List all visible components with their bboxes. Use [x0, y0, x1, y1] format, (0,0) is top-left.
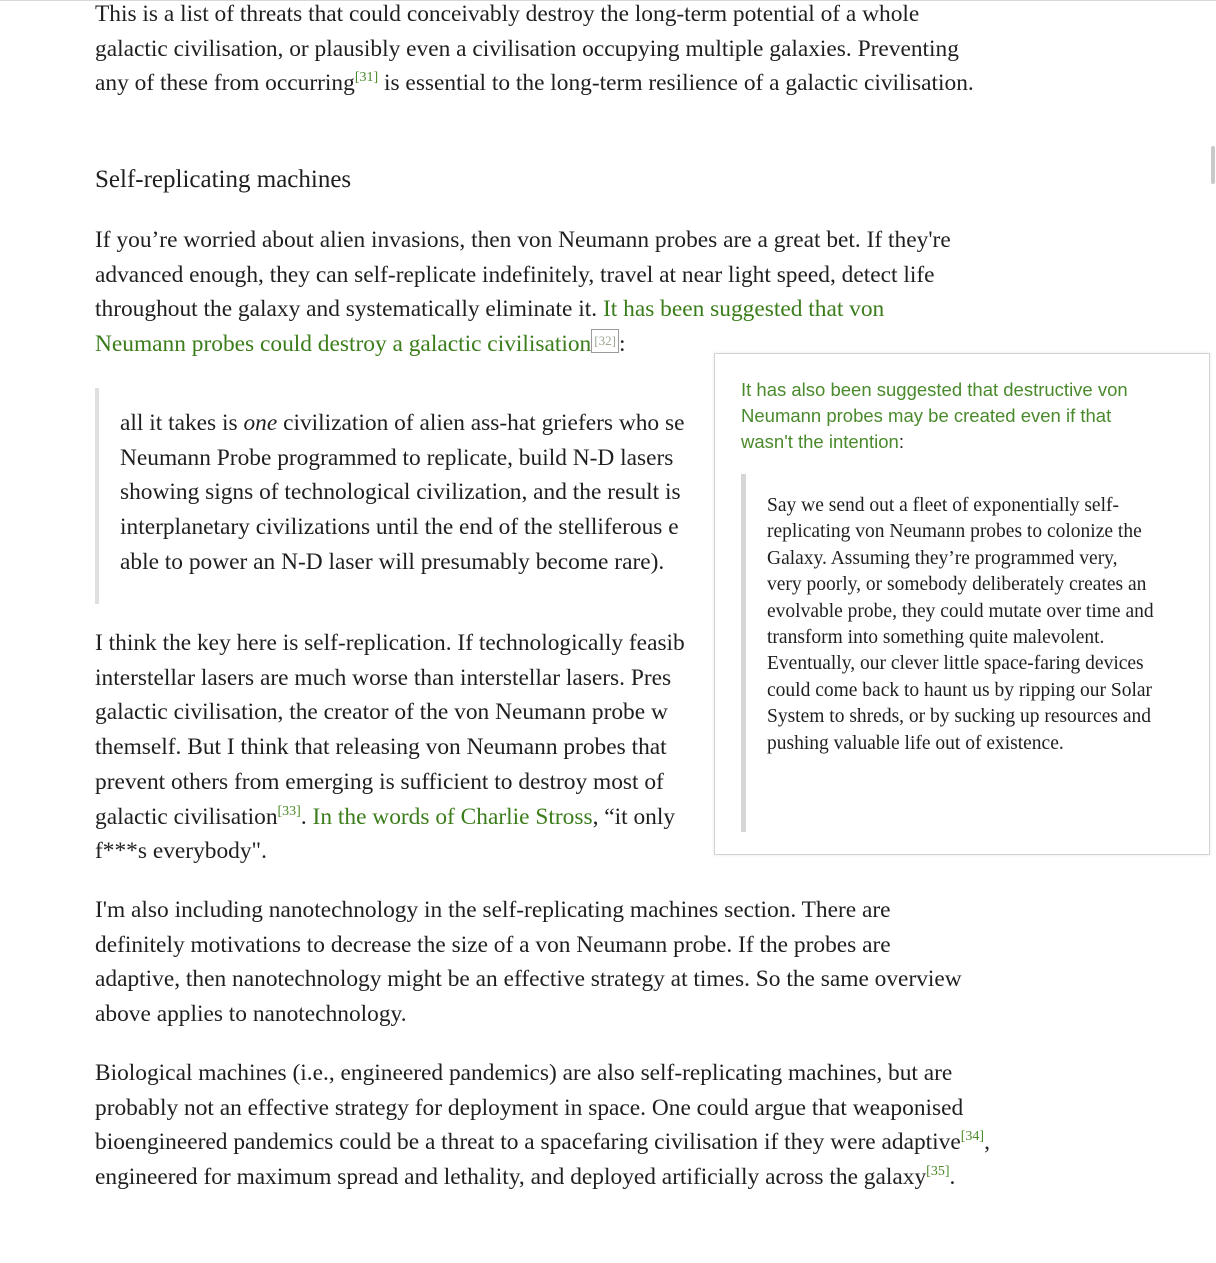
paragraph-self-replication: I think the key here is self-replication. If technologically feasib interstellar lasers are much worse than interstellar lasers. Pres galactic civilisation, the creator of the von Neumann probe w themself. But I think that releasing von Neumann probes that prevent others from emerging is sufficient to destroy most of galactic civilisation[33]. In the words of Charlie Stross, “it only f***s everybody". — [95, 630, 685, 865]
charlie-stross-link[interactable]: In the words of Charlie Stross — [312, 803, 593, 830]
popup-intro-link[interactable]: It has also been suggested that destructive von Neumann probes may be created even if that wasn't the intention — [741, 379, 1128, 452]
paragraph-von-neumann: If you’re worried about alien invasions, then von Neumann probes are a great bet. If they're advanced enough, they can self-replicate indefinitely, travel at near light speed, detect life throughout the galaxy and systematically eliminate it. It has been suggested that von Neumann probes could destroy a galactic civilisation [32] : — [95, 227, 951, 358]
popup-intro: It has also been suggested that destructive von Neumann probes may be created even if that wasn't the intention: — [741, 379, 1128, 452]
footnote-ref-35[interactable]: [35] — [926, 1164, 950, 1180]
popup-quote-text: Say we send out a fleet of exponentially self-replicating von Neumann probes to colonize the Galaxy. Assuming they’re programmed very, very poorly, or somebody deliberately creates an evolvable probe, they could mutate over time and transform into something quite malevolent. Eventually, our clever little space-faring devices could come back to haunt us by ripping our Solar System to shreds, or by sucking up resources and pushing valuable life out of existence. — [767, 495, 1154, 754]
footnote-ref-31[interactable]: [31] — [354, 70, 379, 86]
footnote-ref-34[interactable]: [34] — [960, 1129, 985, 1145]
intro-paragraph: This is a list of threats that could conceivably destroy the long-term potential of a whole galactic civilisation, or plausibly even a civilisation occupying multiple galaxies. Preventing any of these from occurring[31] is essential to the long-term resilience of a galactic civilisation. — [95, 1, 974, 97]
footnote-popup[interactable] — [714, 353, 1210, 855]
footnote-ref-32[interactable]: [32] — [591, 329, 619, 353]
suggested-destroy-link[interactable]: It has been suggested that von Neumann probes could destroy a galactic civilisation — [95, 296, 885, 358]
scrollbar-thumb[interactable] — [1211, 146, 1215, 184]
footnote-ref-33[interactable]: [33] — [277, 803, 301, 819]
paragraph-biological: Biological machines (i.e., engineered pandemics) are also self-replicating machines, but are probably not an effective strategy for deployment in space. One could argue that weaponised bioengineered pandemics could be a threat to a spacefaring civilisation if they were adaptive[34], engineered for maximum spread and lethality, and deployed artificially across the galaxy[35]. — [95, 1060, 990, 1191]
blockquote-text: all it takes is one civilization of alien ass-hat griefers who se Neumann Probe programmed to replicate, build N-D lasers showing signs of technological civilization, and the result is interplanetary civilizations until the end of the stelliferous e able to power an N-D laser will presumably become rare). — [120, 410, 685, 575]
paragraph-nanotechnology: I'm also including nanotechnology in the self-replicating machines section. There are definitely motivations to decrease the size of a von Neumann probe. If the probes are adaptive, then nanotechnology might be an effective strategy at times. So the same overview above applies to nanotechnology. — [95, 897, 962, 1028]
section-heading: Self-replicating machines — [95, 166, 352, 193]
popup-blockquote — [741, 474, 1156, 832]
